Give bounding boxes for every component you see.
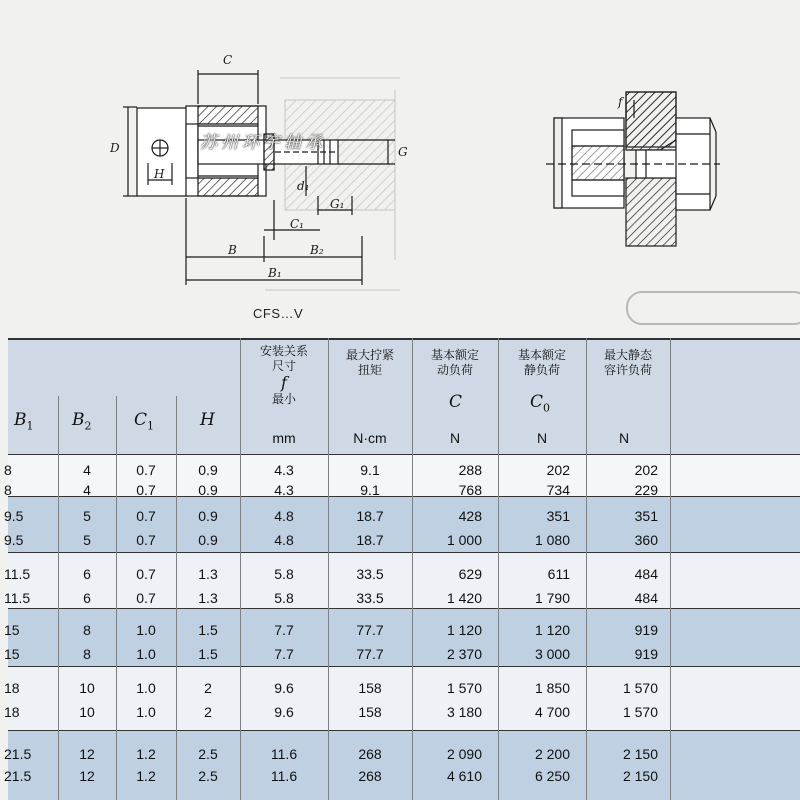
cell-C1: 0.7 — [136, 566, 156, 582]
cell-torque: 77.7 — [356, 622, 384, 638]
column-rule — [670, 338, 671, 800]
cell-C1: 0.7 — [136, 590, 156, 606]
unit-dynamic: N — [449, 430, 461, 446]
cell-B1: 11.5 — [4, 566, 31, 582]
cell-C1: 1.0 — [136, 646, 156, 662]
cell-f: 4.8 — [274, 508, 294, 524]
cell-C1: 1.0 — [136, 680, 156, 696]
watermark-text: 苏州环宇轴承 — [200, 133, 326, 153]
cell-allowable-load: 360 — [634, 532, 658, 548]
cell-H: 0.9 — [198, 482, 218, 498]
group-rule — [8, 730, 800, 731]
dim-label-B2: B₂ — [310, 243, 324, 257]
cell-f: 11.6 — [270, 746, 298, 762]
cell-allowable-load: 484 — [634, 590, 658, 606]
cell-C1: 0.7 — [136, 532, 156, 548]
dim-label-G: G — [398, 145, 408, 159]
cell-H: 0.9 — [198, 508, 218, 524]
cell-B2: 6 — [83, 590, 91, 606]
cell-B2: 5 — [83, 508, 91, 524]
cell-torque: 268 — [358, 768, 382, 784]
unit-allowable: N — [618, 430, 630, 446]
dim-label-d1: d₁ — [297, 179, 310, 193]
cell-B1: 21.5 — [4, 768, 32, 784]
cell-f: 7.7 — [274, 622, 294, 638]
group-rule — [8, 666, 800, 667]
cell-C1: 1.2 — [136, 768, 156, 784]
cell-static-load: 3 000 — [534, 646, 570, 662]
cell-B2: 4 — [83, 482, 91, 498]
cell-f: 11.6 — [270, 768, 298, 784]
cell-torque: 158 — [358, 680, 382, 696]
header-rule — [8, 454, 800, 455]
specification-table — [4, 338, 800, 800]
cell-torque: 18.7 — [356, 508, 384, 524]
header-B1: $B_1$ — [14, 410, 34, 433]
cell-H: 2.5 — [198, 746, 218, 762]
cell-B2: 12 — [79, 746, 95, 762]
cell-H: 1.5 — [198, 646, 218, 662]
dim-label-C: C — [223, 53, 233, 67]
cell-allowable-load: 484 — [634, 566, 658, 582]
dim-label-G1: G₁ — [330, 197, 345, 211]
cell-f: 7.7 — [274, 646, 294, 662]
group-rule — [8, 552, 800, 553]
cell-dynamic-load: 2 090 — [446, 746, 482, 762]
cell-H: 2.5 — [198, 768, 218, 784]
cell-dynamic-load: 1 570 — [446, 680, 482, 696]
dim-label-B1: B₁ — [268, 266, 282, 280]
header-static-symbol: $C_0$ — [530, 392, 551, 415]
cell-static-load: 6 250 — [534, 768, 570, 784]
cell-B2: 8 — [83, 646, 91, 662]
cell-B2: 6 — [83, 566, 91, 582]
cell-dynamic-load: 4 610 — [446, 768, 482, 784]
cell-f: 9.6 — [274, 704, 294, 720]
group-rule — [8, 608, 800, 609]
cell-B2: 10 — [79, 680, 95, 696]
bearing-technical-drawing — [0, 0, 800, 340]
cell-C1: 1.2 — [136, 746, 156, 762]
cell-torque: 9.1 — [360, 462, 380, 478]
dim-label-C1: C₁ — [290, 217, 304, 231]
cell-C1: 0.7 — [136, 508, 156, 524]
cell-torque: 77.7 — [356, 646, 384, 662]
cell-B1: 8 — [4, 482, 12, 498]
cell-B1: 11.5 — [4, 590, 31, 606]
cell-torque: 33.5 — [356, 566, 384, 582]
cell-C1: 0.7 — [136, 462, 156, 478]
cell-f: 4.8 — [274, 532, 294, 548]
cell-allowable-load: 1 570 — [622, 704, 658, 720]
cell-allowable-load: 202 — [634, 462, 658, 478]
cell-dynamic-load: 2 370 — [446, 646, 482, 662]
cell-f: 5.8 — [274, 566, 294, 582]
cell-B1: 18 — [4, 680, 20, 696]
cell-dynamic-load: 1 420 — [446, 590, 482, 606]
cell-f: 4.3 — [274, 462, 294, 478]
cell-B2: 10 — [79, 704, 95, 720]
ghost-bleed-through-box — [626, 291, 800, 325]
cell-f: 9.6 — [274, 680, 294, 696]
cell-torque: 33.5 — [356, 590, 384, 606]
unit-static: N — [536, 430, 548, 446]
cell-dynamic-load: 629 — [458, 566, 482, 582]
cell-static-load: 734 — [546, 482, 570, 498]
cell-static-load: 351 — [546, 508, 570, 524]
cell-static-load: 2 200 — [534, 746, 570, 762]
header-static-load: 基本额定 静负荷 — [517, 348, 566, 377]
cell-H: 2 — [204, 704, 212, 720]
header-C1: $C_1$ — [134, 410, 155, 433]
cell-allowable-load: 2 150 — [622, 768, 658, 784]
cell-allowable-load: 351 — [634, 508, 658, 524]
cell-dynamic-load: 3 180 — [446, 704, 482, 720]
table-top-rule — [8, 338, 800, 340]
cell-dynamic-load: 288 — [458, 462, 482, 478]
cell-allowable-load: 1 570 — [622, 680, 658, 696]
cell-B1: 9.5 — [4, 508, 24, 524]
group-band-6 — [8, 730, 800, 800]
cell-static-load: 202 — [546, 462, 570, 478]
cell-static-load: 1 080 — [534, 532, 570, 548]
dim-label-f: f — [618, 95, 623, 109]
cell-dynamic-load: 768 — [458, 482, 482, 498]
cell-B1: 15 — [4, 646, 20, 662]
cell-static-load: 611 — [547, 566, 570, 582]
cell-B2: 12 — [79, 768, 95, 784]
cell-B1: 15 — [4, 622, 20, 638]
cell-f: 4.3 — [274, 482, 294, 498]
cell-B1: 21.5 — [4, 746, 32, 762]
header-f: 安装关系 尺寸 f 最小 — [259, 344, 308, 406]
dim-label-B: B — [228, 243, 237, 257]
cell-dynamic-load: 1 000 — [446, 532, 482, 548]
cell-static-load: 1 850 — [534, 680, 570, 696]
header-dynamic-load: 基本额定 动负荷 — [430, 348, 479, 377]
cell-static-load: 4 700 — [534, 704, 570, 720]
cell-C1: 1.0 — [136, 704, 156, 720]
unit-f: mm — [272, 430, 296, 446]
cell-C1: 1.0 — [136, 622, 156, 638]
cell-H: 1.3 — [198, 566, 218, 582]
header-allowable-load: 最大静态 容许负荷 — [603, 348, 652, 377]
mounting-view — [546, 92, 720, 246]
cell-static-load: 1 790 — [534, 590, 570, 606]
cell-torque: 268 — [358, 746, 382, 762]
cell-torque: 9.1 — [360, 482, 380, 498]
cell-C1: 0.7 — [136, 482, 156, 498]
cell-H: 1.5 — [198, 622, 218, 638]
cell-B2: 4 — [83, 462, 91, 478]
cell-H: 0.9 — [198, 532, 218, 548]
cell-allowable-load: 229 — [634, 482, 658, 498]
cell-H: 1.3 — [198, 590, 218, 606]
cell-B1: 9.5 — [4, 532, 24, 548]
cell-dynamic-load: 1 120 — [446, 622, 482, 638]
cell-torque: 18.7 — [356, 532, 384, 548]
cell-dynamic-load: 428 — [458, 508, 482, 524]
cell-f: 5.8 — [274, 590, 294, 606]
unit-torque: N·cm — [353, 430, 387, 446]
header-H: H — [200, 410, 215, 430]
cell-static-load: 1 120 — [534, 622, 570, 638]
cell-B1: 8 — [4, 462, 12, 478]
header-B2: $B_2$ — [72, 410, 92, 433]
figure-caption: CFS…V — [253, 306, 304, 321]
dim-label-H: H — [154, 167, 165, 181]
header-dynamic-symbol: C — [449, 392, 463, 412]
cell-H: 0.9 — [198, 462, 218, 478]
cell-H: 2 — [204, 680, 212, 696]
cell-allowable-load: 919 — [634, 646, 658, 662]
cell-B2: 8 — [83, 622, 91, 638]
cell-allowable-load: 919 — [634, 622, 658, 638]
cell-allowable-load: 2 150 — [622, 746, 658, 762]
header-torque: 最大拧紧 扭矩 — [345, 348, 394, 377]
cell-B2: 5 — [83, 532, 91, 548]
cell-torque: 158 — [358, 704, 382, 720]
cell-B1: 18 — [4, 704, 20, 720]
dim-label-D: D — [110, 141, 120, 155]
